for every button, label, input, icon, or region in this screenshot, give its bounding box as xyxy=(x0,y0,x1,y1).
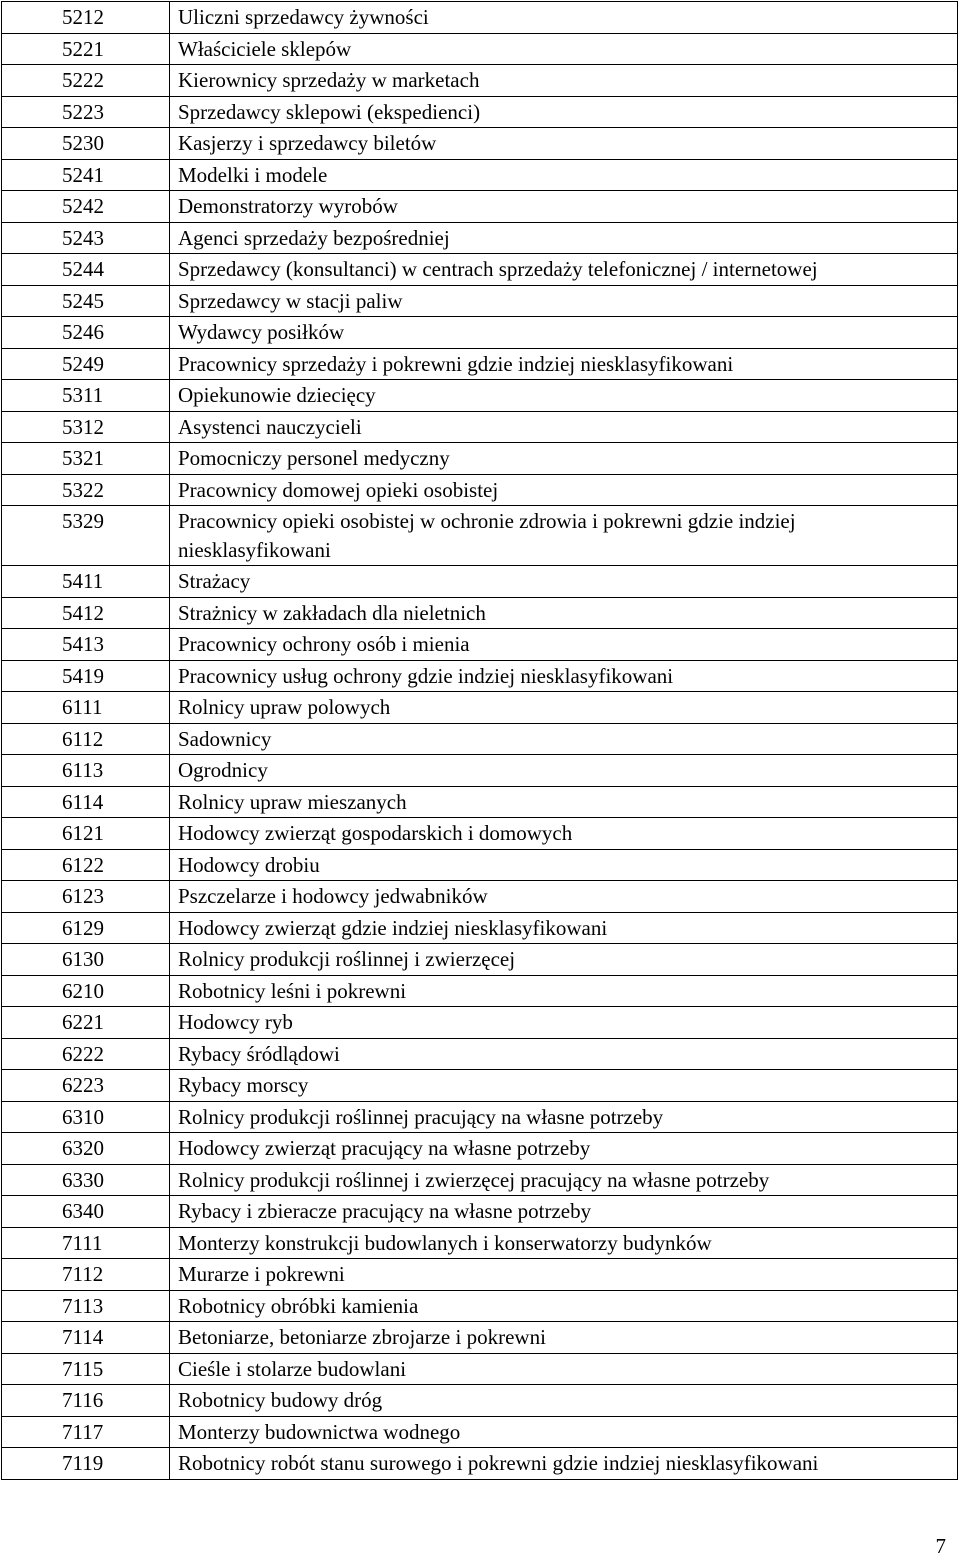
occupation-name: Hodowcy ryb xyxy=(170,1007,958,1039)
occupation-codes-table xyxy=(1,1,958,1480)
occupation-name: Robotnicy robót stanu surowego i pokrewni gdzie indziej niesklasyfikowani xyxy=(170,1448,958,1480)
occupation-code: 7114 xyxy=(2,1322,170,1354)
occupation-code: 6121 xyxy=(2,818,170,850)
occupation-code: 6222 xyxy=(2,1038,170,1070)
occupation-code: 6330 xyxy=(2,1164,170,1196)
occupation-code: 5221 xyxy=(2,33,170,65)
table-row xyxy=(2,566,958,598)
occupation-code: 5311 xyxy=(2,380,170,412)
table-row xyxy=(2,317,958,349)
table-row xyxy=(2,33,958,65)
occupation-code: 6320 xyxy=(2,1133,170,1165)
occupation-name: Monterzy budownictwa wodnego xyxy=(170,1416,958,1448)
occupation-name: Sadownicy xyxy=(170,723,958,755)
occupation-code: 6129 xyxy=(2,912,170,944)
occupation-code: 6113 xyxy=(2,755,170,787)
occupation-name: Rolnicy produkcji roślinnej i zwierzęcej xyxy=(170,944,958,976)
occupation-name: Rolnicy upraw polowych xyxy=(170,692,958,724)
occupation-name: Właściciele sklepów xyxy=(170,33,958,65)
table-row xyxy=(2,1101,958,1133)
occupation-name: Monterzy konstrukcji budowlanych i konserwatorzy budynków xyxy=(170,1227,958,1259)
table-row xyxy=(2,849,958,881)
occupation-code: 6210 xyxy=(2,975,170,1007)
table-row xyxy=(2,128,958,160)
occupation-code: 6111 xyxy=(2,692,170,724)
table-row xyxy=(2,443,958,475)
occupation-code: 5223 xyxy=(2,96,170,128)
occupation-code: 7116 xyxy=(2,1385,170,1417)
occupation-name: Rolnicy produkcji roślinnej i zwierzęcej pracujący na własne potrzeby xyxy=(170,1164,958,1196)
table-row xyxy=(2,818,958,850)
table-row xyxy=(2,2,958,34)
occupation-code: 6223 xyxy=(2,1070,170,1102)
table-row xyxy=(2,1164,958,1196)
table-row xyxy=(2,1353,958,1385)
occupation-code: 5412 xyxy=(2,597,170,629)
occupation-name: Rolnicy produkcji roślinnej pracujący na własne potrzeby xyxy=(170,1101,958,1133)
table-row xyxy=(2,660,958,692)
occupation-name: Sprzedawcy (konsultanci) w centrach sprzedaży telefonicznej / internetowej xyxy=(170,254,958,286)
occupation-name: Opiekunowie dziecięcy xyxy=(170,380,958,412)
occupation-name: Rolnicy upraw mieszanych xyxy=(170,786,958,818)
occupation-code: 5322 xyxy=(2,474,170,506)
occupation-name: Hodowcy zwierząt pracujący na własne potrzeby xyxy=(170,1133,958,1165)
table-row xyxy=(2,222,958,254)
occupation-code: 5321 xyxy=(2,443,170,475)
occupation-name: Robotnicy obróbki kamienia xyxy=(170,1290,958,1322)
table-row xyxy=(2,1259,958,1291)
occupation-code: 6221 xyxy=(2,1007,170,1039)
occupation-code: 5329 xyxy=(2,506,170,566)
occupation-name: Pracownicy ochrony osób i mienia xyxy=(170,629,958,661)
occupation-code: 5413 xyxy=(2,629,170,661)
table-row xyxy=(2,944,958,976)
occupation-name: Robotnicy leśni i pokrewni xyxy=(170,975,958,1007)
occupation-name: Cieśle i stolarze budowlani xyxy=(170,1353,958,1385)
table-row xyxy=(2,380,958,412)
occupation-name: Strażnicy w zakładach dla nieletnich xyxy=(170,597,958,629)
occupation-code: 5245 xyxy=(2,285,170,317)
table-row xyxy=(2,597,958,629)
occupation-name: Kierownicy sprzedaży w marketach xyxy=(170,65,958,97)
table-row xyxy=(2,629,958,661)
occupation-code: 5312 xyxy=(2,411,170,443)
table-row xyxy=(2,191,958,223)
occupation-name: Rybacy morscy xyxy=(170,1070,958,1102)
table-row xyxy=(2,1038,958,1070)
occupation-name: Demonstratorzy wyrobów xyxy=(170,191,958,223)
occupation-name: Modelki i modele xyxy=(170,159,958,191)
occupation-code: 7115 xyxy=(2,1353,170,1385)
occupation-code: 6112 xyxy=(2,723,170,755)
occupation-name: Pracownicy opieki osobistej w ochronie zdrowia i pokrewni gdzie indziej niesklasyfikowani xyxy=(170,506,958,566)
table-row xyxy=(2,975,958,1007)
occupation-name: Asystenci nauczycieli xyxy=(170,411,958,443)
occupation-name: Kasjerzy i sprzedawcy biletów xyxy=(170,128,958,160)
table-row xyxy=(2,786,958,818)
occupation-code: 7111 xyxy=(2,1227,170,1259)
occupation-name: Hodowcy zwierząt gospodarskich i domowych xyxy=(170,818,958,850)
table-row xyxy=(2,348,958,380)
occupation-code: 6340 xyxy=(2,1196,170,1228)
table-row xyxy=(2,506,958,566)
table-row xyxy=(2,692,958,724)
occupation-code: 7113 xyxy=(2,1290,170,1322)
occupation-code: 5243 xyxy=(2,222,170,254)
table-row xyxy=(2,1133,958,1165)
table-body xyxy=(2,2,958,1480)
table-row xyxy=(2,1416,958,1448)
occupation-code: 5411 xyxy=(2,566,170,598)
occupation-code: 6130 xyxy=(2,944,170,976)
occupation-code: 7119 xyxy=(2,1448,170,1480)
table-row xyxy=(2,1007,958,1039)
occupation-code: 5212 xyxy=(2,2,170,34)
occupation-name: Pracownicy usług ochrony gdzie indziej niesklasyfikowani xyxy=(170,660,958,692)
table-row xyxy=(2,881,958,913)
occupation-name: Robotnicy budowy dróg xyxy=(170,1385,958,1417)
occupation-name: Hodowcy drobiu xyxy=(170,849,958,881)
table-row xyxy=(2,1448,958,1480)
occupation-name: Wydawcy posiłków xyxy=(170,317,958,349)
occupation-name: Sprzedawcy w stacji paliw xyxy=(170,285,958,317)
occupation-code: 7117 xyxy=(2,1416,170,1448)
occupation-name: Pszczelarze i hodowcy jedwabników xyxy=(170,881,958,913)
occupation-name: Rybacy i zbieracze pracujący na własne potrzeby xyxy=(170,1196,958,1228)
occupation-name: Agenci sprzedaży bezpośredniej xyxy=(170,222,958,254)
table-row xyxy=(2,755,958,787)
page-number: 7 xyxy=(935,1534,946,1558)
table-row xyxy=(2,912,958,944)
occupation-code: 5244 xyxy=(2,254,170,286)
occupation-name: Pomocniczy personel medyczny xyxy=(170,443,958,475)
occupation-code: 6310 xyxy=(2,1101,170,1133)
table-row xyxy=(2,1227,958,1259)
table-row xyxy=(2,254,958,286)
occupation-code: 7112 xyxy=(2,1259,170,1291)
occupation-code: 6122 xyxy=(2,849,170,881)
occupation-name: Murarze i pokrewni xyxy=(170,1259,958,1291)
occupation-name: Uliczni sprzedawcy żywności xyxy=(170,2,958,34)
table-row xyxy=(2,96,958,128)
table-row xyxy=(2,285,958,317)
occupation-code: 5419 xyxy=(2,660,170,692)
occupation-code: 5249 xyxy=(2,348,170,380)
occupation-name: Strażacy xyxy=(170,566,958,598)
table-row xyxy=(2,411,958,443)
occupation-name: Pracownicy sprzedaży i pokrewni gdzie indziej niesklasyfikowani xyxy=(170,348,958,380)
table-row xyxy=(2,723,958,755)
occupation-code: 6123 xyxy=(2,881,170,913)
table-row xyxy=(2,1290,958,1322)
occupation-code: 5230 xyxy=(2,128,170,160)
table-row xyxy=(2,1385,958,1417)
table-row xyxy=(2,474,958,506)
occupation-name: Hodowcy zwierząt gdzie indziej niesklasyfikowani xyxy=(170,912,958,944)
occupation-code: 6114 xyxy=(2,786,170,818)
occupation-code: 5242 xyxy=(2,191,170,223)
table-row xyxy=(2,1322,958,1354)
occupation-name: Ogrodnicy xyxy=(170,755,958,787)
occupation-name: Pracownicy domowej opieki osobistej xyxy=(170,474,958,506)
occupation-code: 5222 xyxy=(2,65,170,97)
occupation-name: Betoniarze, betoniarze zbrojarze i pokrewni xyxy=(170,1322,958,1354)
occupation-code: 5246 xyxy=(2,317,170,349)
table-row xyxy=(2,159,958,191)
table-row xyxy=(2,1196,958,1228)
table-row xyxy=(2,1070,958,1102)
occupation-name: Rybacy śródlądowi xyxy=(170,1038,958,1070)
occupation-name: Sprzedawcy sklepowi (ekspedienci) xyxy=(170,96,958,128)
occupation-code: 5241 xyxy=(2,159,170,191)
table-row xyxy=(2,65,958,97)
